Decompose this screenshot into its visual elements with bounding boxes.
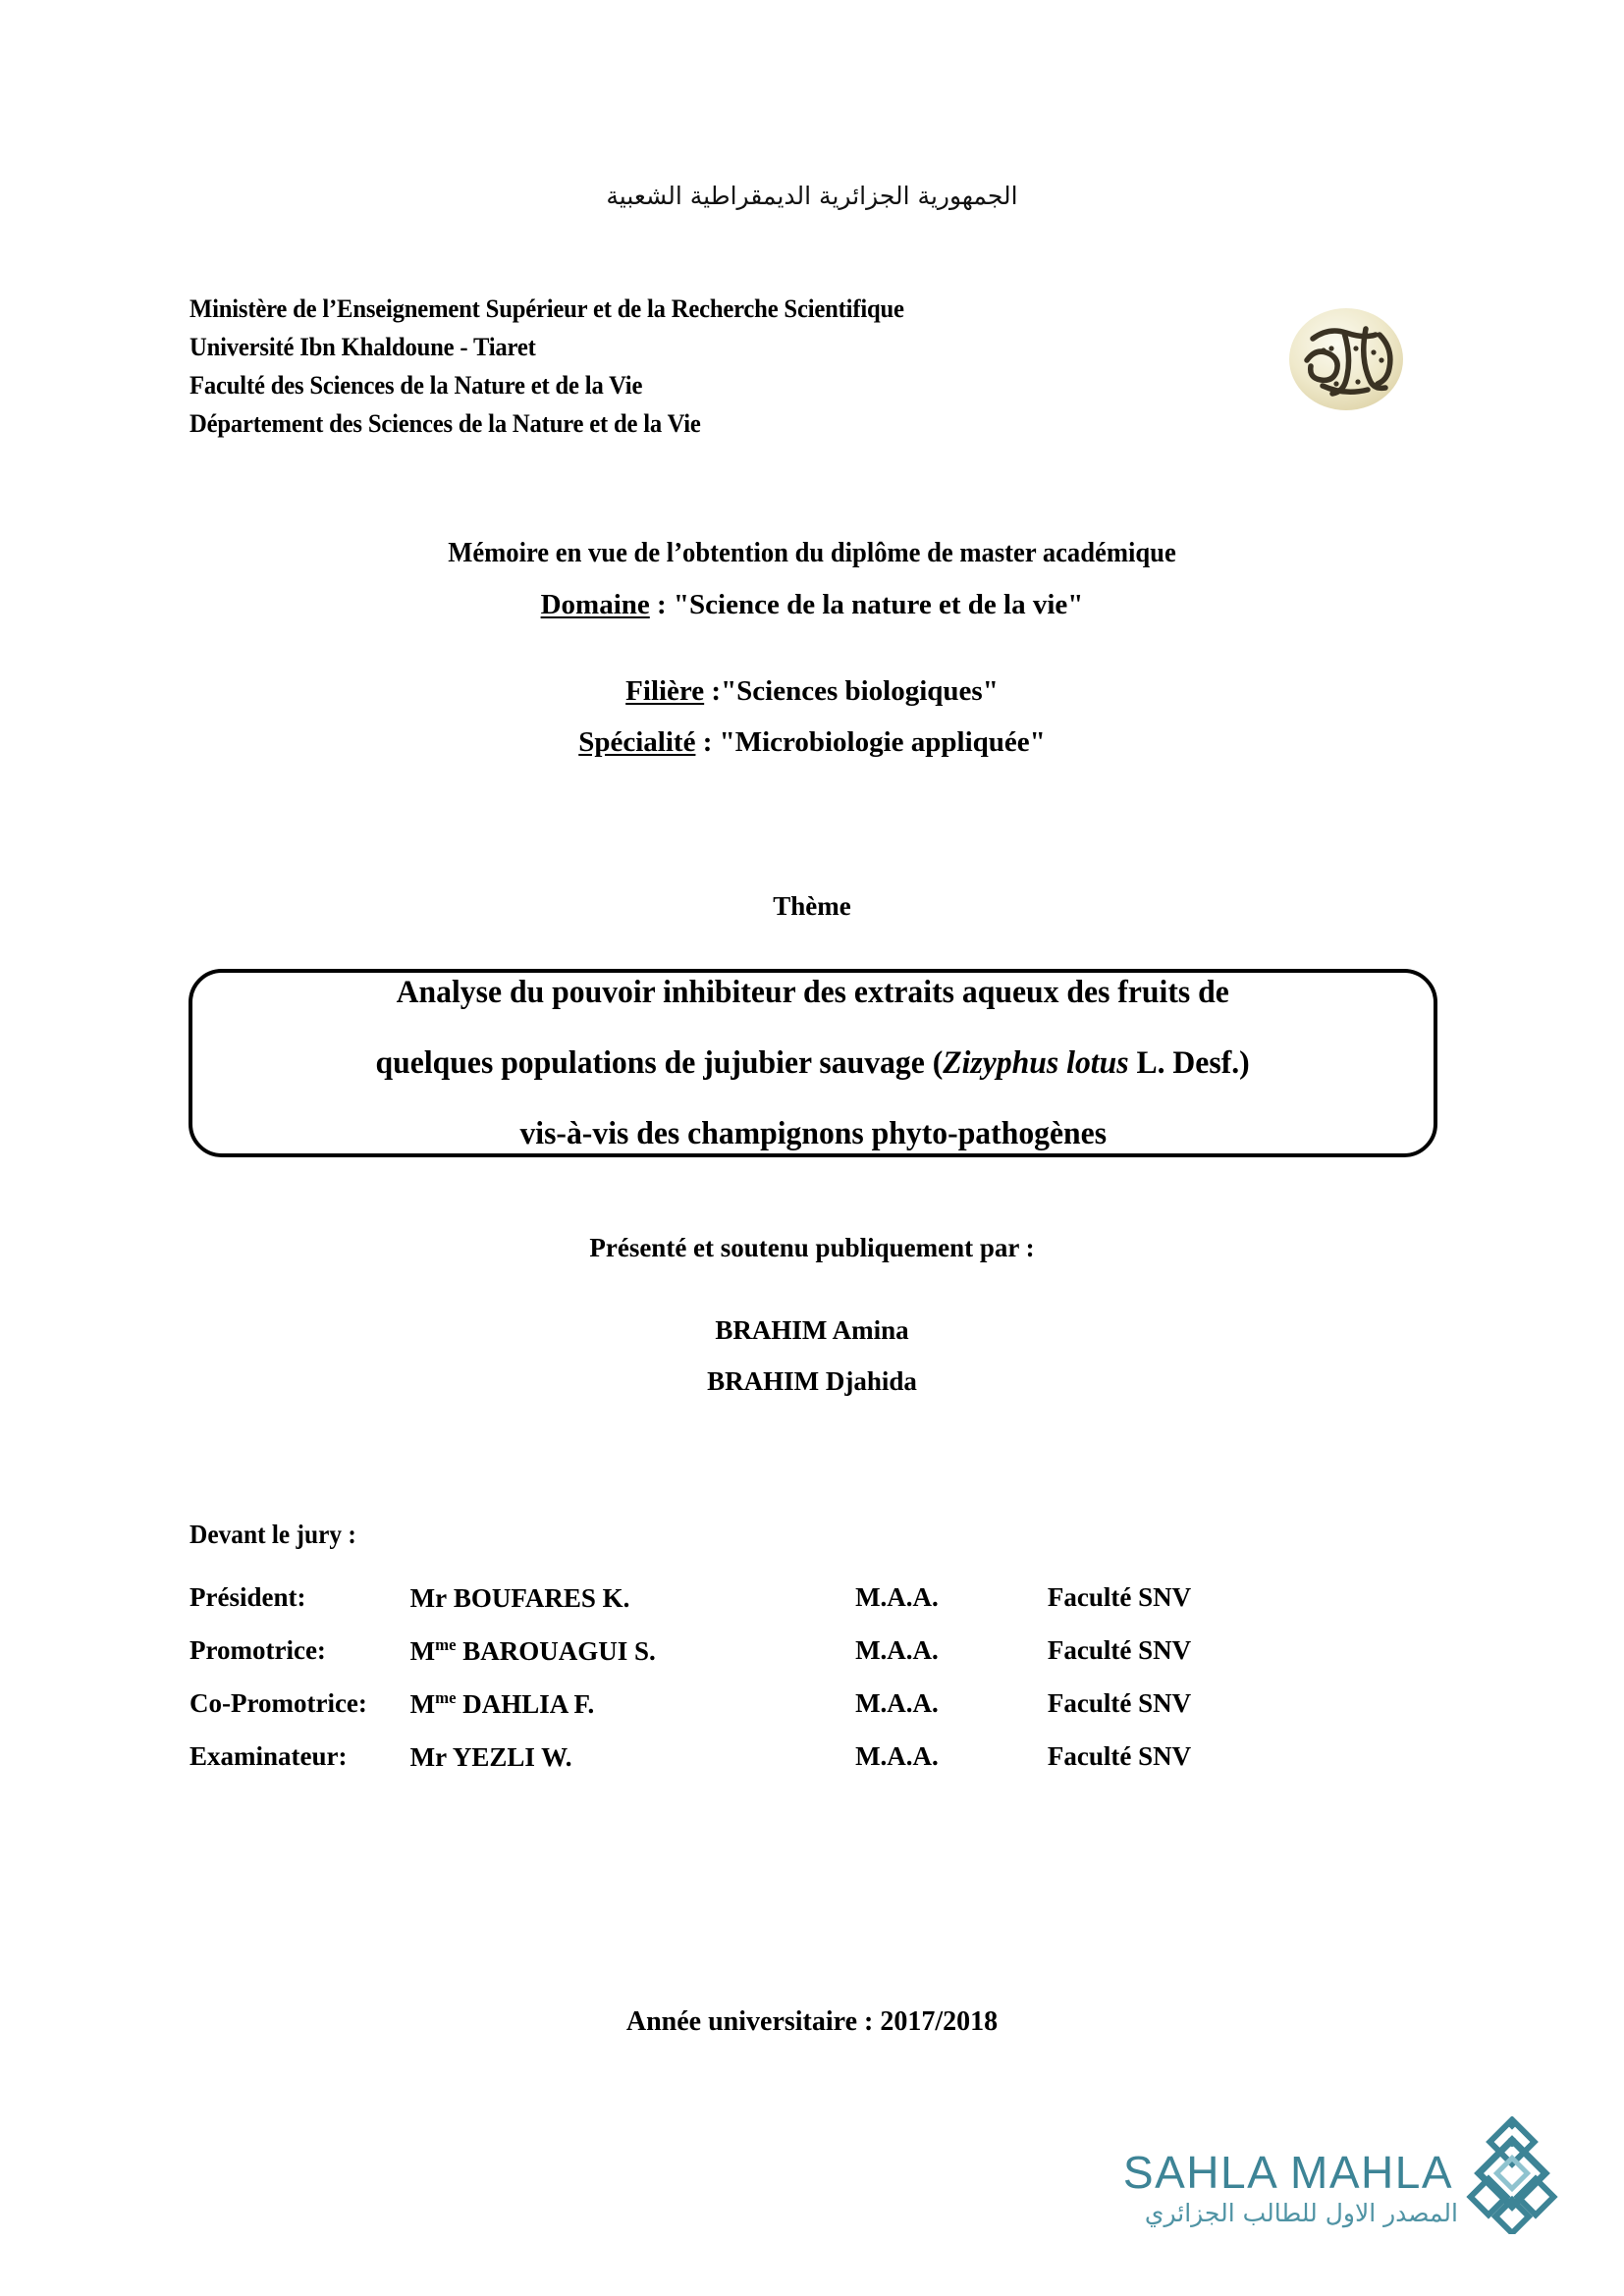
specialite-label: Spécialité	[578, 726, 696, 758]
thesis-title-line-3: vis-à-vis des champignons phyto-pathogènes	[519, 1116, 1107, 1151]
jury-title-sup: me	[435, 1635, 457, 1654]
thesis-title-line-2-before: quelques populations de jujubier sauvage (	[375, 1045, 944, 1081]
filiere-line	[0, 675, 1624, 708]
ministry-line-4: Département des Sciences de la Nature et de la Vie	[189, 408, 701, 438]
jury-grade: M.A.A.	[855, 1582, 939, 1612]
institution-header	[189, 290, 1121, 443]
table-row	[189, 1582, 1250, 1635]
jury-role: Promotrice:	[189, 1635, 326, 1665]
ministry-line-3: Faculté des Sciences de la Nature et de la Vie	[189, 370, 643, 400]
table-row	[189, 1688, 1250, 1741]
jury-heading: Devant le jury :	[189, 1520, 356, 1549]
jury-title: M	[409, 1636, 436, 1666]
thesis-title-line-1: Analyse du pouvoir inhibiteur des extraits aqueux des fruits de	[396, 975, 1230, 1010]
jury-person-name: BAROUAGUI S.	[456, 1636, 656, 1666]
species-name: Zizyphus lotus	[943, 1045, 1129, 1081]
specialite-line	[0, 726, 1624, 759]
student-name-1: BRAHIM Amina	[715, 1315, 909, 1345]
jury-title-sup: me	[435, 1688, 457, 1707]
table-row	[189, 1635, 1250, 1688]
specialite-value: : "Microbiologie appliquée"	[695, 726, 1046, 758]
ministry-line-1: Ministère de l’Enseignement Supérieur et de la Recherche Scientifique	[189, 294, 904, 323]
jury-title: M	[409, 1689, 436, 1719]
jury-role: Examinateur:	[189, 1741, 348, 1771]
watermark-tagline: المصدر الاول للطالب الجزائري	[1144, 2199, 1458, 2227]
jury-name	[410, 1635, 855, 1688]
thesis-title-line-2-after: L. Desf.)	[1128, 1045, 1251, 1081]
university-seal-icon	[1272, 299, 1419, 415]
ministry-line-2: Université Ibn Khaldoune - Tiaret	[189, 332, 536, 361]
jury-affiliation: Faculté SNV	[1047, 1582, 1192, 1612]
domain-label: Domaine	[540, 589, 650, 620]
thesis-title-box	[189, 969, 1437, 1157]
jury-grade: M.A.A.	[855, 1635, 939, 1665]
jury-affiliation: Faculté SNV	[1047, 1741, 1192, 1771]
sahla-mahla-watermark	[1100, 2109, 1561, 2246]
jury-affiliation: Faculté SNV	[1047, 1688, 1192, 1718]
jury-role: Président:	[189, 1582, 306, 1612]
filiere-label: Filière	[625, 675, 705, 707]
domain-value: : "Science de la nature et de la vie"	[649, 589, 1084, 620]
theme-label: Thème	[773, 891, 851, 921]
jury-grade: M.A.A.	[855, 1688, 939, 1718]
diamond-lattice-icon	[1465, 2116, 1559, 2234]
jury-name	[410, 1582, 855, 1635]
student-name-2: BRAHIM Djahida	[707, 1366, 917, 1396]
presented-by-label: Présenté et soutenu publiquement par :	[589, 1233, 1035, 1262]
jury-name	[410, 1688, 855, 1741]
jury-affiliation: Faculté SNV	[1047, 1635, 1192, 1665]
thesis-title-line-2	[376, 1028, 1250, 1098]
filiere-value: :"Sciences biologiques"	[704, 675, 999, 707]
academic-year: Année universitaire : 2017/2018	[625, 2006, 999, 2037]
jury-name	[410, 1741, 855, 1794]
jury-grade: M.A.A.	[855, 1741, 939, 1771]
jury-person-name: DAHLIA F.	[456, 1689, 595, 1719]
jury-title: Mr	[409, 1742, 448, 1772]
table-row	[189, 1741, 1250, 1794]
republic-arabic-heading: الجمهورية الجزائرية الديمقراطية الشعبية	[606, 182, 1018, 210]
jury-role: Co-Promotrice:	[189, 1688, 367, 1718]
jury-person-name: BOUFARES K.	[447, 1583, 630, 1613]
watermark-brand: SAHLA MAHLA	[1122, 2147, 1453, 2198]
diploma-statement: Mémoire en vue de l’obtention du diplôme de master académique	[448, 538, 1176, 568]
jury-title: Mr	[409, 1583, 448, 1613]
domain-line	[0, 589, 1624, 621]
jury-table	[189, 1582, 1250, 1794]
jury-person-name: YEZLI W.	[447, 1742, 572, 1772]
